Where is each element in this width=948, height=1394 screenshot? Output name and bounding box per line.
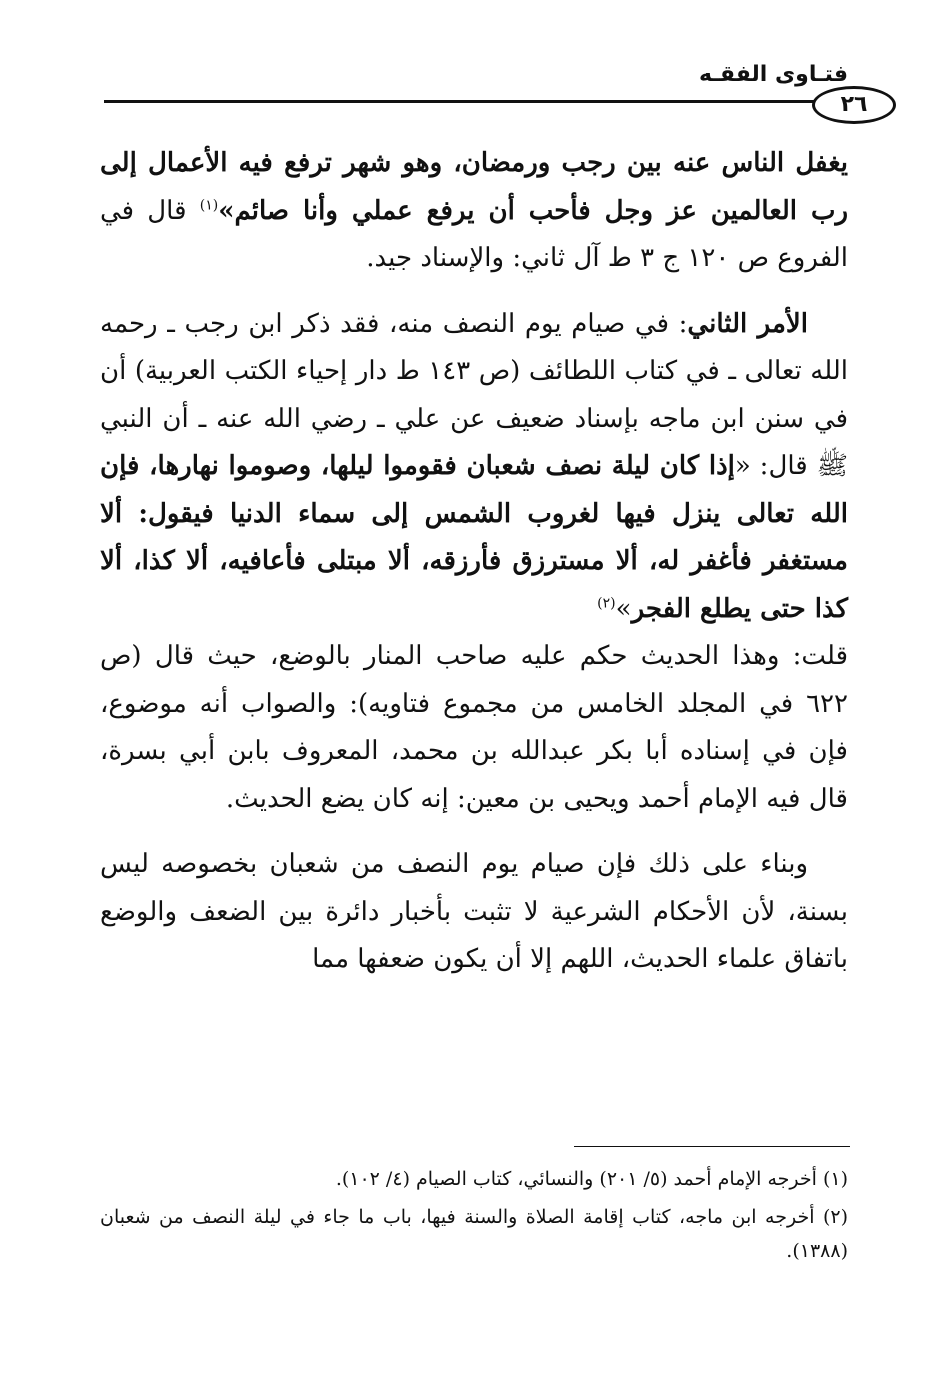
footnote-2: (٢) أخرجه ابن ماجه، كتاب إقامة الصلاة والسنة فيها، باب ما جاء في ليلة النصف من شعبان (١٣٨٨). [100,1206,848,1262]
page-number: ٢٦ [840,92,868,117]
close-quote: » [615,593,632,624]
page-number-badge [812,86,896,124]
paragraph-2-intro: : في صيام يوم النصف منه، فقد ذكر ابن رجب ـ رحمه الله تعالى ـ في كتاب اللطائف (ص ١٤٣ ط دار إحياء الكتب العربية) أن في سنن ابن ماجه بإسناد ضعيف عن علي ـ رضي الله عنه ـ أن النبي ﷺ قال: « [100,308,848,481]
paragraph-gap [100,283,848,301]
footnote-ref-1: (١) [199,196,219,213]
footnote-ref-2: (٢) [597,594,616,611]
footnotes [100,1162,848,1272]
section-lead: الأمر الثاني [687,308,808,339]
quote-continuation: يغفل الناس عنه بين رجب ورمضان، وهو شهر ترفع فيه الأعمال إلى رب العالمين عز وجل فأحب أن يرفع عملي وأنا صائم» [100,148,849,226]
footnote-rule [574,1146,850,1147]
footnote-1: (١) أخرجه الإمام أحمد (٥/ ٢٠١) والنسائي، كتاب الصيام (٤/ ١٠٢). [335,1168,848,1190]
running-header-title: فتـاوى الفقـه [699,62,848,87]
main-text [100,140,848,984]
paragraph-gap [100,823,848,841]
paragraph-2-continued: قلت: وهذا الحديث حكم عليه صاحب المنار بالوضع، حيث قال (ص ٦٢٢ في المجلد الخامس من مجموع فتاويه): والصواب أنه موضوع، فإن في إسناده أبا بكر عبدالله بن محمد، المعروف بابن أبي بسرة، قال فيه الإمام أحمد ويحيى بن معين: إنه كان يضع الحديث. [100,641,848,814]
source-note: قال في الفروع ص ١٢٠ ج ٣ ط آل ثاني: والإسناد جيد. [100,195,848,273]
hadith-text: إذا كان ليلة نصف شعبان فقوموا ليلها، وصوموا نهارها، فإن الله تعالى ينزل فيها لغروب الشمس إلى سماء الدنيا فيقول: ألا مستغفر فأغفر له، ألا مسترزق فأرزقه، ألا مبتلى فأعافيه، ألا كذا، ألا كذا حتى يطلع الفجر [100,451,848,624]
paragraph-1 [100,140,848,283]
paragraph-2 [100,301,848,634]
paragraph-3: وبناء على ذلك فإن صيام يوم النصف من شعبان بخصوصه ليس بسنة، لأن الأحكام الشرعية لا تثبت بأخبار دائرة بين الضعف والوضع باتفاق علماء الحديث، اللهم إلا أن يكون ضعفها مما [100,849,848,974]
header-rule [104,100,838,103]
